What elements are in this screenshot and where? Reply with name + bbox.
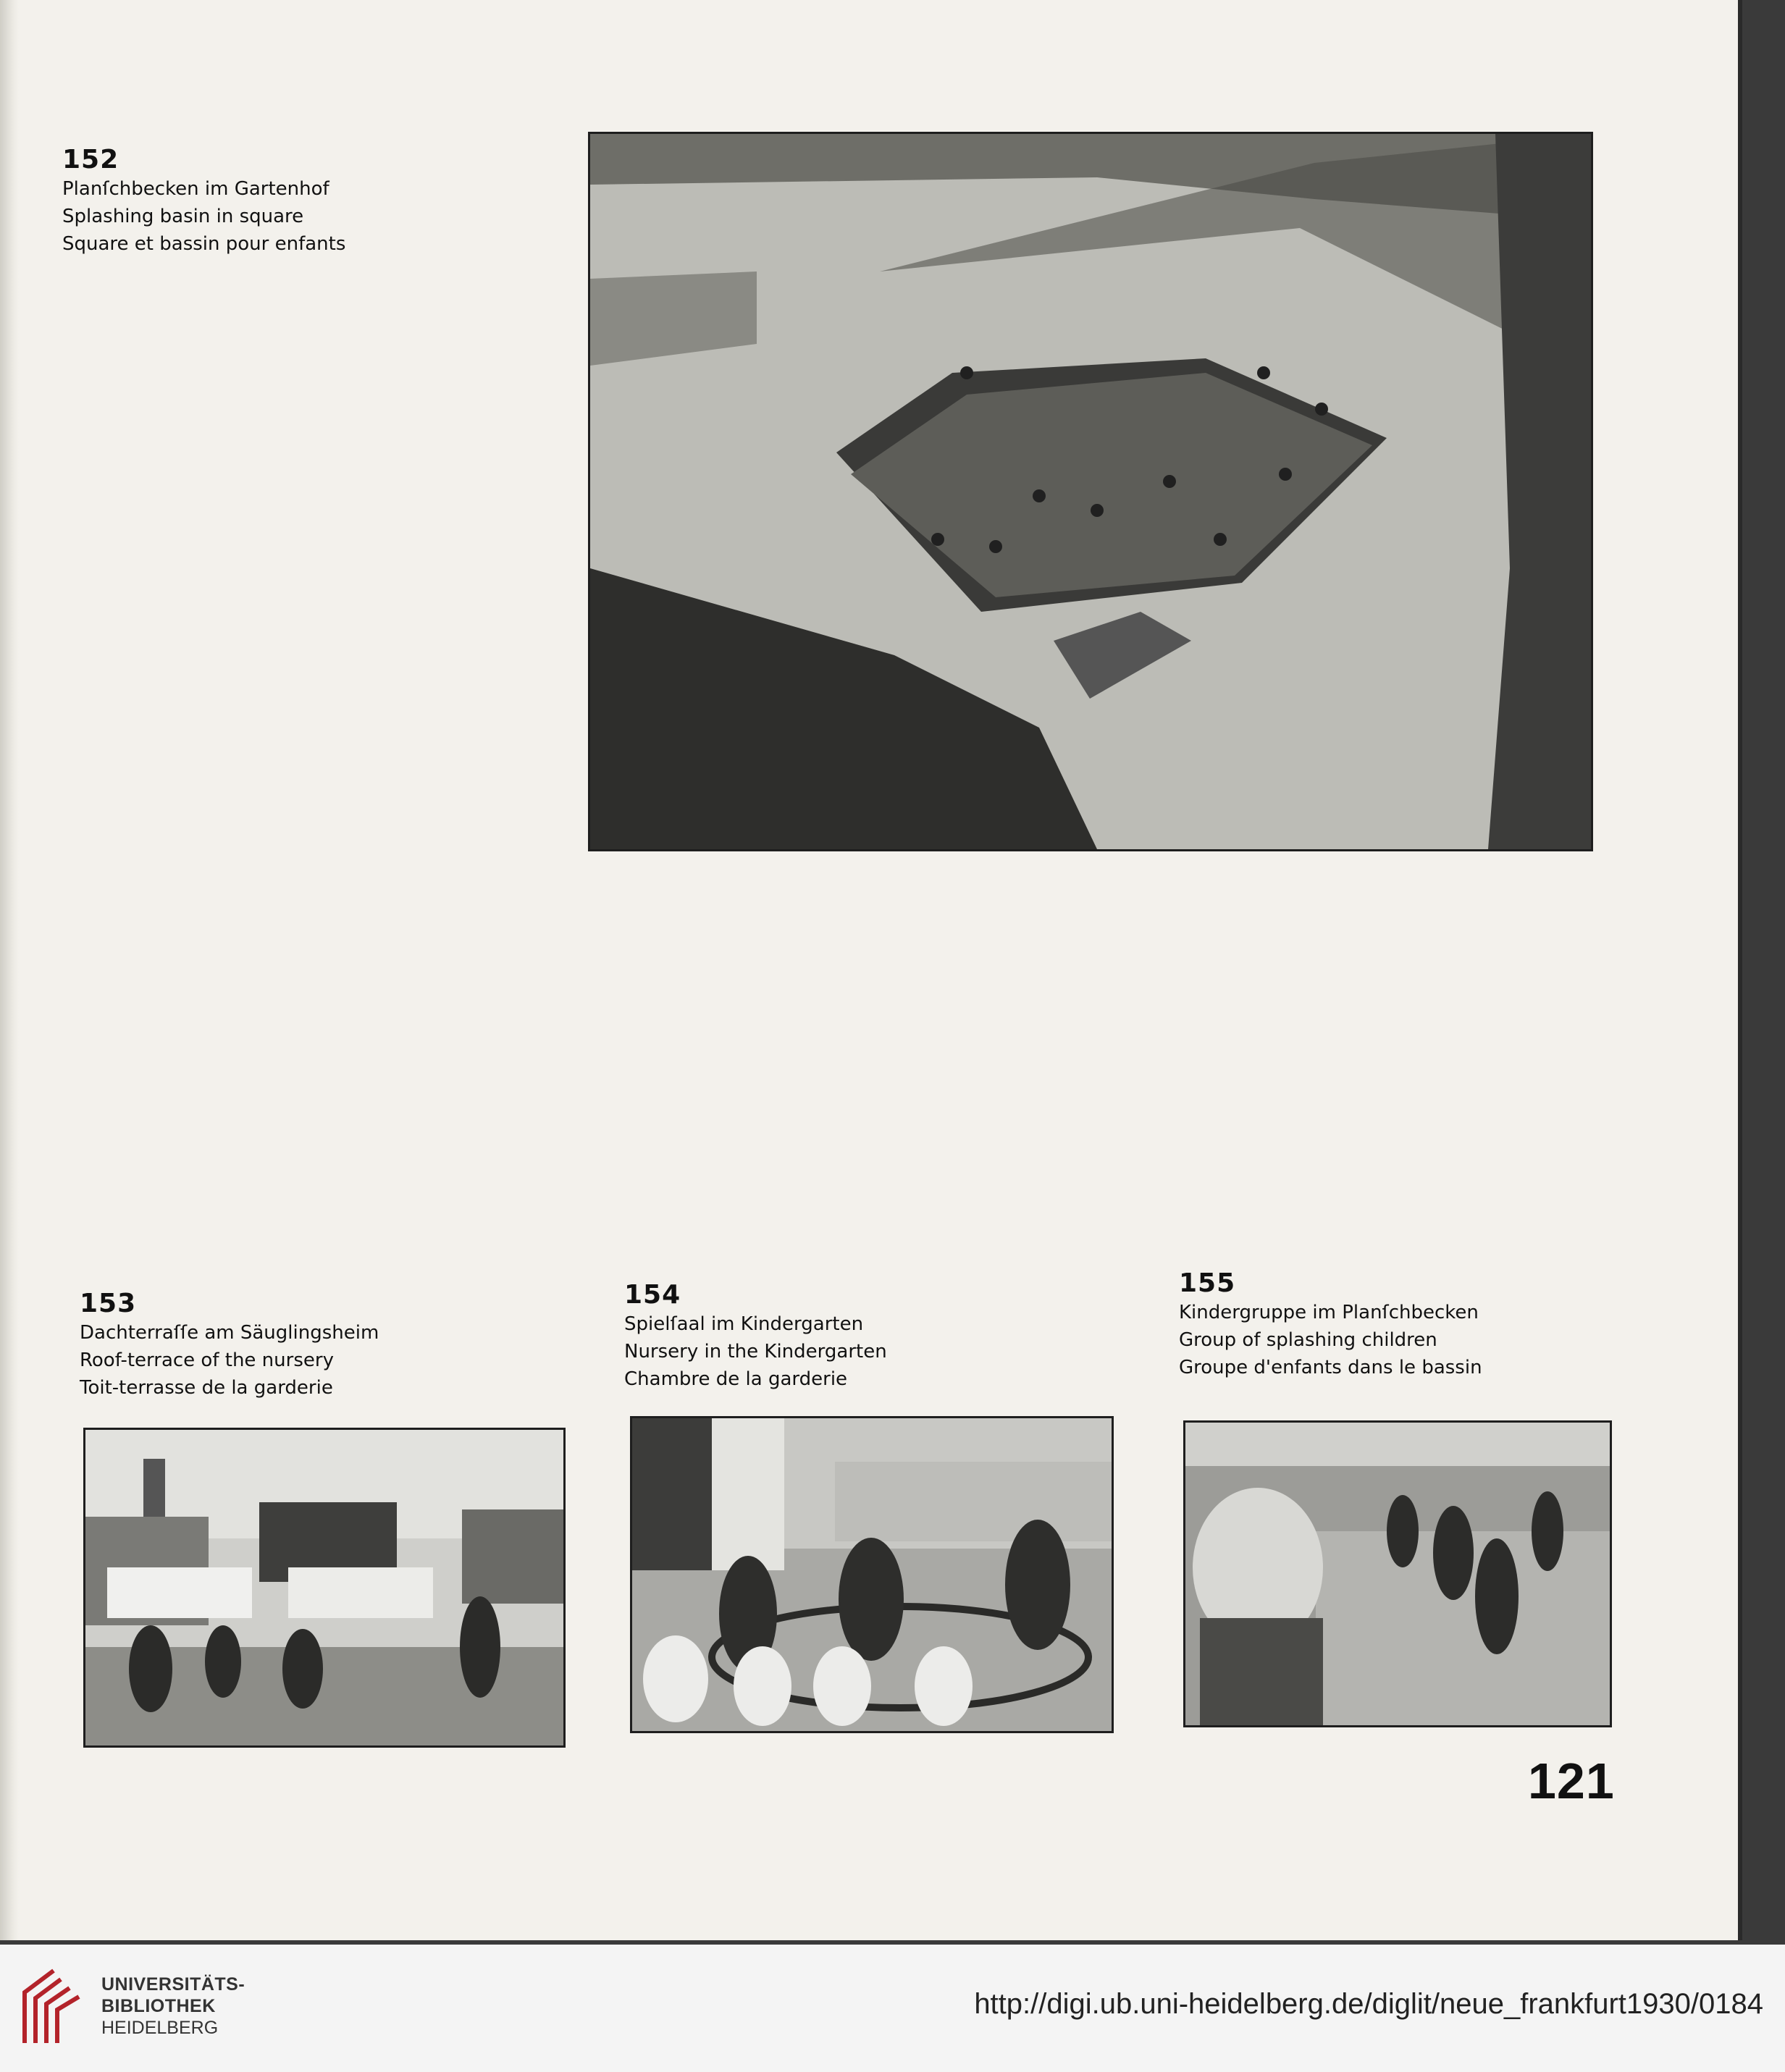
caption-french: Square et bassin pour enfants bbox=[62, 233, 346, 255]
children-in-basin-image bbox=[1185, 1423, 1610, 1725]
caption-french: Groupe d'enfants dans le bassin bbox=[1179, 1357, 1482, 1378]
library-name-line2: BIBLIOTHEK bbox=[101, 1996, 216, 2016]
library-name-line3: HEIDELBERG bbox=[101, 2018, 219, 2038]
caption-english: Roof-terrace of the nursery bbox=[80, 1349, 334, 1371]
caption-german: Spielſaal im Kindergarten bbox=[624, 1313, 864, 1335]
photo-152 bbox=[588, 132, 1593, 851]
photo-153 bbox=[83, 1428, 566, 1748]
nursery-room-image bbox=[632, 1418, 1112, 1731]
caption-english: Splashing basin in square bbox=[62, 206, 304, 227]
roof-terrace-image bbox=[85, 1430, 563, 1745]
figure-number: 155 bbox=[1179, 1268, 1236, 1298]
photo-155 bbox=[1183, 1420, 1612, 1727]
footer-bar bbox=[0, 1945, 1785, 2072]
caption-english: Group of splashing children bbox=[1179, 1329, 1437, 1351]
figure-number: 154 bbox=[624, 1280, 681, 1310]
caption-german: Kindergruppe im Planſchbecken bbox=[1179, 1302, 1479, 1323]
caption-french: Chambre de la garderie bbox=[624, 1368, 848, 1390]
page-fold-shadow bbox=[0, 0, 19, 1940]
caption-german: Planſchbecken im Gartenhof bbox=[62, 178, 329, 200]
page-number: 121 bbox=[1528, 1753, 1615, 1809]
figure-number: 153 bbox=[80, 1289, 137, 1318]
caption-155 bbox=[1179, 1268, 1482, 1381]
caption-french: Toit-terrasse de la garderie bbox=[80, 1377, 333, 1399]
library-logo-icon bbox=[17, 1963, 90, 2050]
caption-152 bbox=[62, 145, 345, 258]
library-name bbox=[101, 1974, 245, 2039]
splashing-basin-aerial-image bbox=[590, 134, 1591, 849]
library-name-line1: UNIVERSITÄTS- bbox=[101, 1974, 245, 1995]
caption-153 bbox=[80, 1289, 379, 1402]
photo-154 bbox=[630, 1416, 1114, 1733]
caption-154 bbox=[624, 1280, 887, 1393]
caption-english: Nursery in the Kindergarten bbox=[624, 1341, 887, 1363]
permalink-url[interactable]: http://digi.ub.uni-heidelberg.de/diglit/neue_frankfurt1930/0184 bbox=[974, 1988, 1763, 2020]
figure-number: 152 bbox=[62, 145, 119, 174]
caption-german: Dachterraſſe am Säuglingsheim bbox=[80, 1322, 379, 1344]
